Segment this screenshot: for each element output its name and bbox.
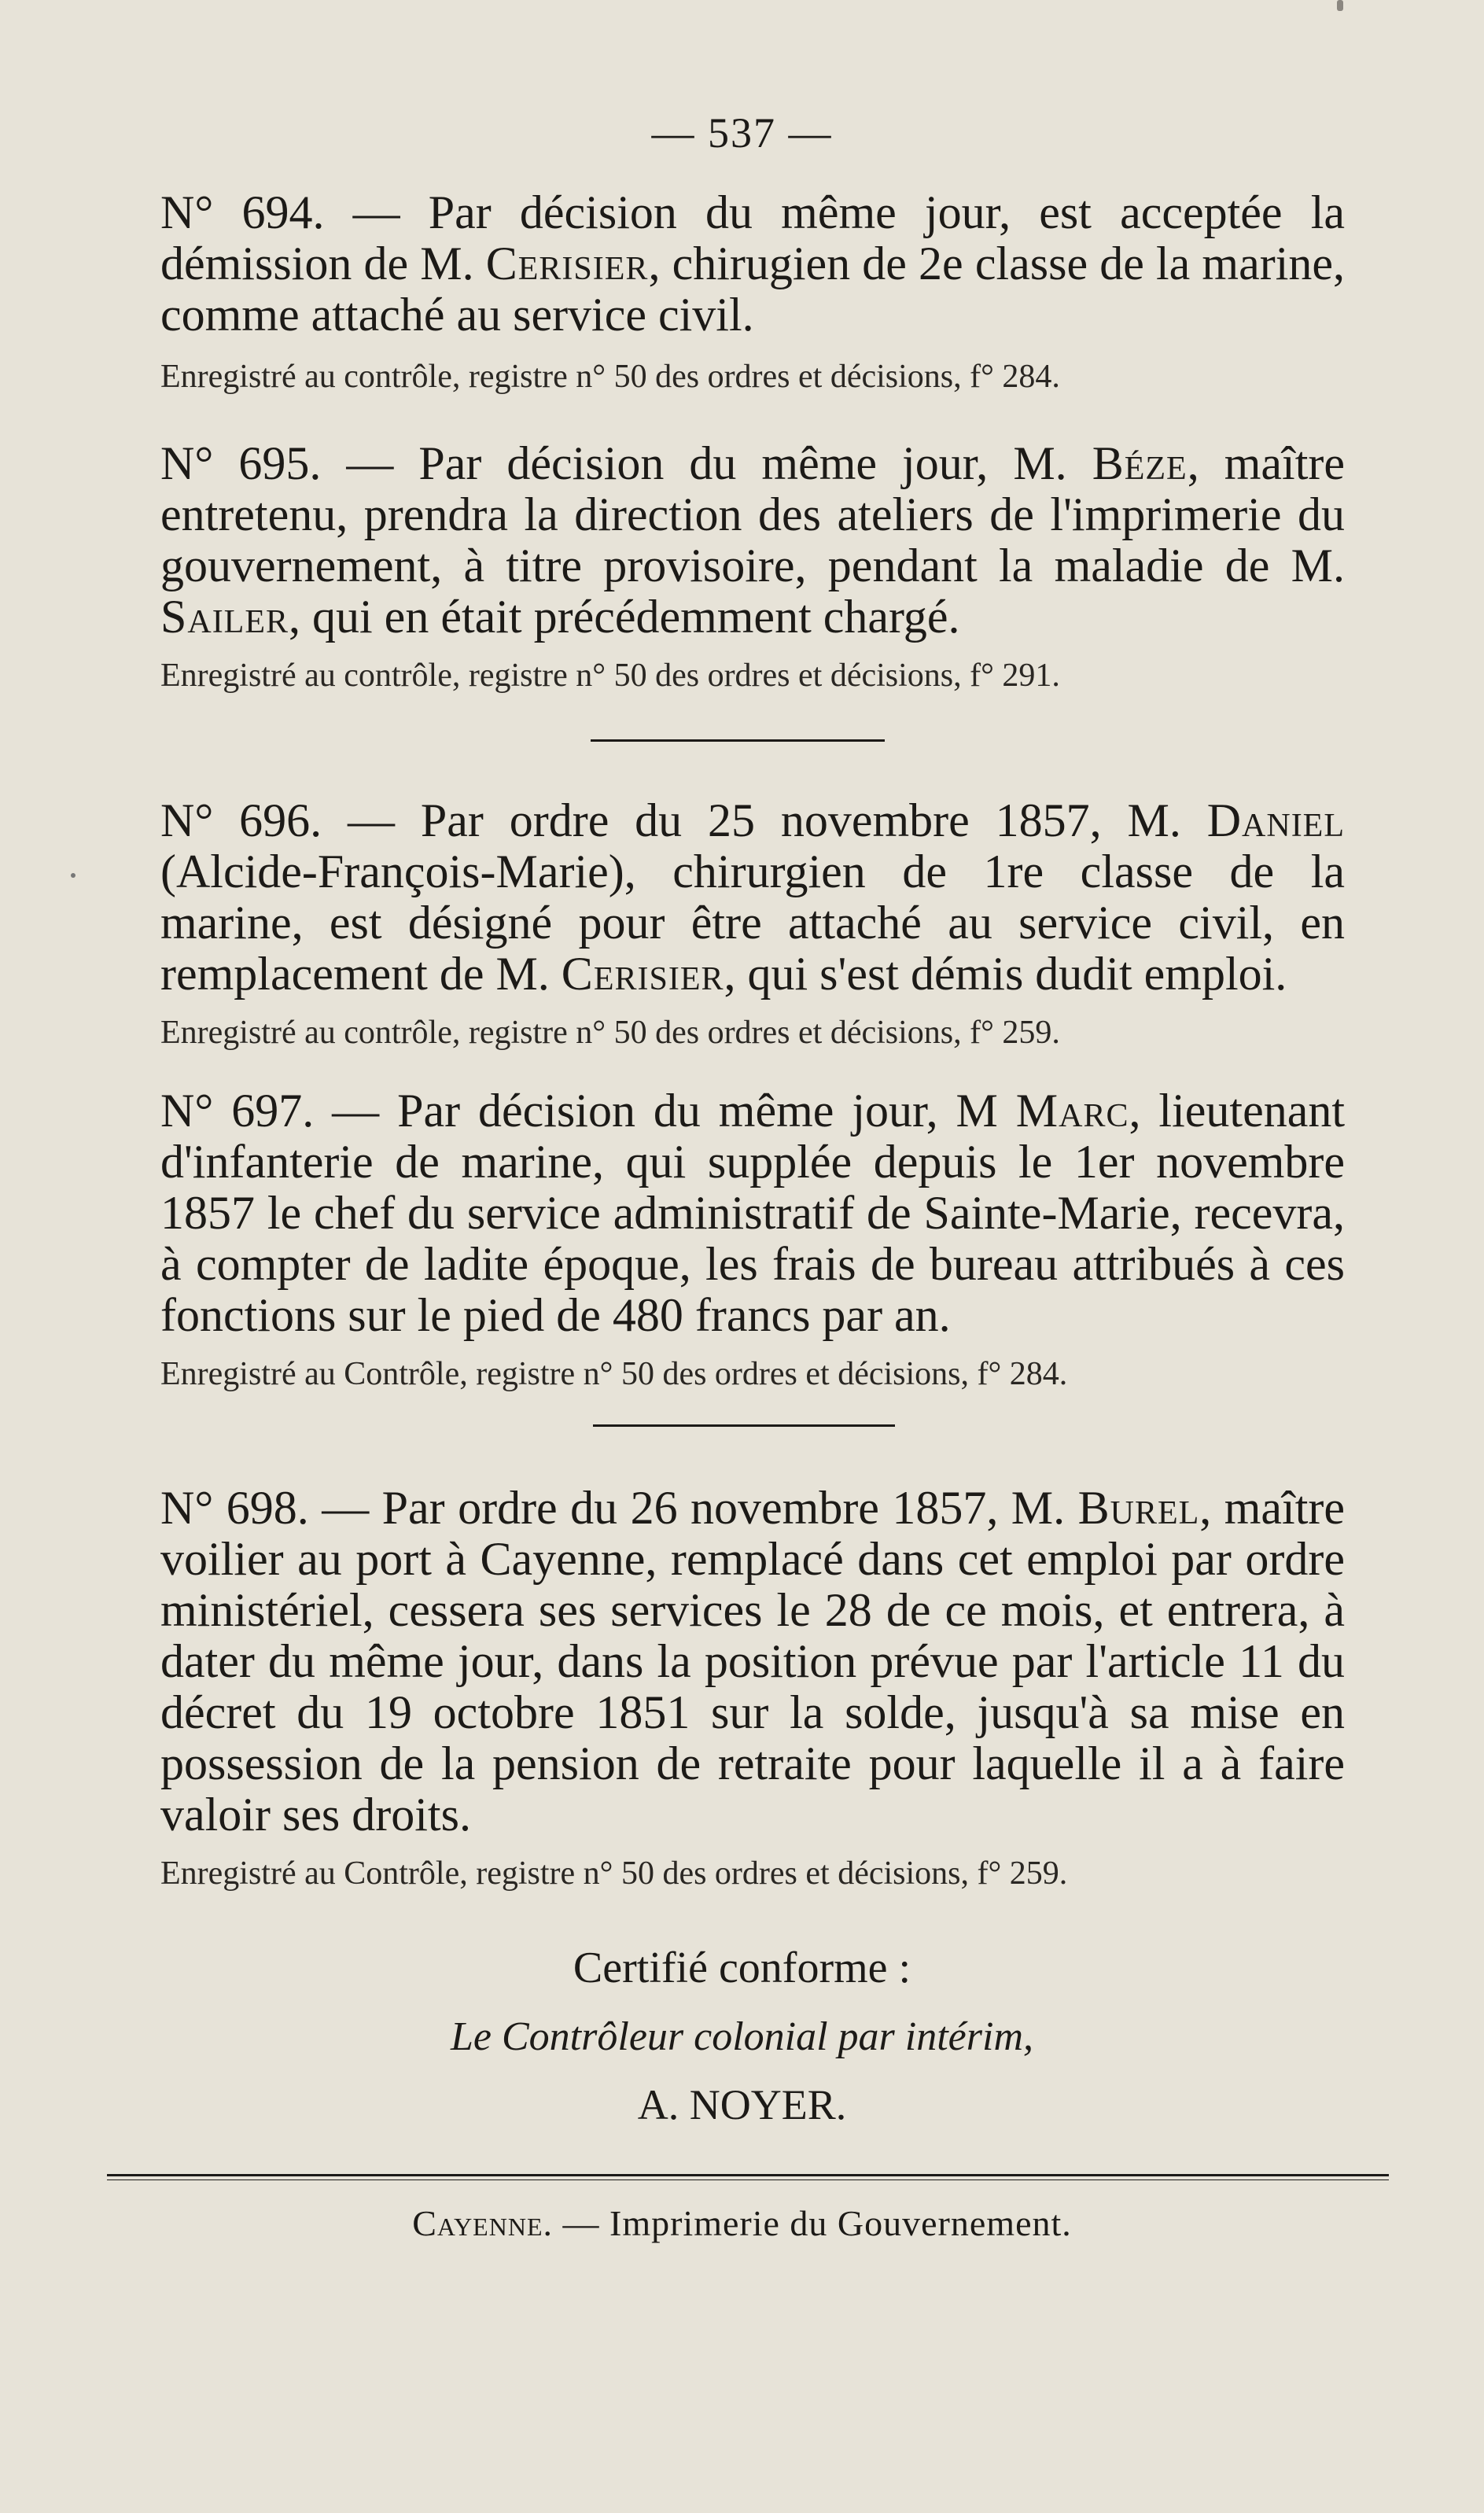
entry-text: , chirugien de 2e classe de la marine, comme attaché au service civil.: [160, 238, 1345, 341]
entry-695-text: [160, 438, 1345, 643]
entry-text: — Par décision du même jour, est acceptée la démission de M.: [160, 186, 1346, 289]
entry-text: , qui en était précédemment chargé.: [289, 591, 960, 643]
entry-text: , qui s'est démis dudit emploi.: [724, 948, 1287, 1000]
entry-number: N° 695.: [160, 437, 322, 489]
footer-rule: [107, 2174, 1389, 2176]
scan-speck: [71, 873, 75, 878]
entry-694-text: [160, 187, 1345, 341]
entry-text: (Alcide-François-Marie), chirurgien de 1re classe de la marine, est désigné pour être attaché au service civil, en remplacement de M.: [160, 846, 1345, 1000]
entry-text: — Par ordre du 26 novembre 1857, M.: [308, 1482, 1078, 1534]
person-name: Cerisier: [485, 238, 649, 289]
entry-694-registration: Enregistré au contrôle, registre n° 50 des ordres et décisions, f° 284.: [160, 359, 1060, 395]
entry-696: [160, 795, 1345, 1052]
entry-text: , maître entretenu, prendra la direction des ateliers de l'imprimerie du gouvernement, à titre provisoire, pendant la maladie de M.: [160, 437, 1345, 591]
entry-text: — Par ordre du 25 novembre 1857, M.: [322, 794, 1207, 846]
scan-mark: [1337, 0, 1343, 11]
entry-697-registration: Enregistré au Contrôle, registre n° 50 des ordres et décisions, f° 284.: [160, 1356, 1068, 1392]
certification-signature: A. NOYER.: [637, 2081, 847, 2128]
person-name: Burel: [1077, 1482, 1200, 1534]
entry-number: N° 697.: [160, 1085, 315, 1137]
entry-number: N° 698.: [160, 1482, 309, 1534]
certification-line: Certifié conforme :: [573, 1944, 911, 1992]
entry-698: [160, 1483, 1345, 1892]
imprint-place: Cayenne: [412, 2203, 543, 2243]
entry-text: — Par décision du même jour, M.: [321, 437, 1092, 489]
section-divider: [591, 739, 885, 742]
section-divider: [593, 1424, 895, 1427]
entry-695-registration: Enregistré au contrôle, registre n° 50 des ordres et décisions, f° 291.: [160, 658, 1060, 694]
entry-695: [160, 438, 1345, 695]
entry-697: [160, 1085, 1345, 1393]
imprint-text: . — Imprimerie du Gouvernement.: [543, 2203, 1072, 2243]
person-name: Marc: [1015, 1085, 1129, 1137]
person-name: Béze: [1092, 437, 1188, 489]
page-number: — 537 —: [651, 109, 833, 157]
entry-text: — Par décision du même jour, M: [314, 1085, 1016, 1137]
entry-text: , lieutenant d'infanterie de marine, qui supplée depuis le 1er novembre 1857 le chef du service administratif de Sainte-Marie, recevra, à compter de ladite époque, les frais de bureau attribués à ces fonctions sur le pied de 480 francs par an.: [160, 1085, 1345, 1341]
entry-number: N° 696.: [160, 794, 322, 846]
entry-694: [160, 187, 1345, 396]
entry-698-registration: Enregistré au Contrôle, registre n° 50 des ordres et décisions, f° 259.: [160, 1855, 1068, 1892]
person-name: Daniel: [1206, 794, 1345, 846]
person-name: Cerisier: [561, 948, 724, 1000]
entry-696-text: [160, 795, 1345, 1000]
entry-number: N° 694.: [160, 186, 325, 238]
printer-imprint: [0, 2202, 1484, 2244]
person-name: Sailer: [160, 591, 289, 643]
entry-698-text: [160, 1483, 1345, 1841]
entry-696-registration: Enregistré au contrôle, registre n° 50 des ordres et décisions, f° 259.: [160, 1015, 1060, 1051]
entry-text: , maître voilier au port à Cayenne, remplacé dans cet emploi par ordre ministériel, cessera ses services le 28 de ce mois, et entrera, à dater du même jour, dans la position prévue par l'article 11 du décret du 19 octobre 1851 sur la solde, jusqu'à sa mise en possession de la pension de retraite pour laquelle il a à faire valoir ses droits.: [160, 1482, 1345, 1841]
certification-title: Le Contrôleur colonial par intérim,: [451, 2014, 1033, 2059]
entry-697-text: [160, 1085, 1345, 1341]
